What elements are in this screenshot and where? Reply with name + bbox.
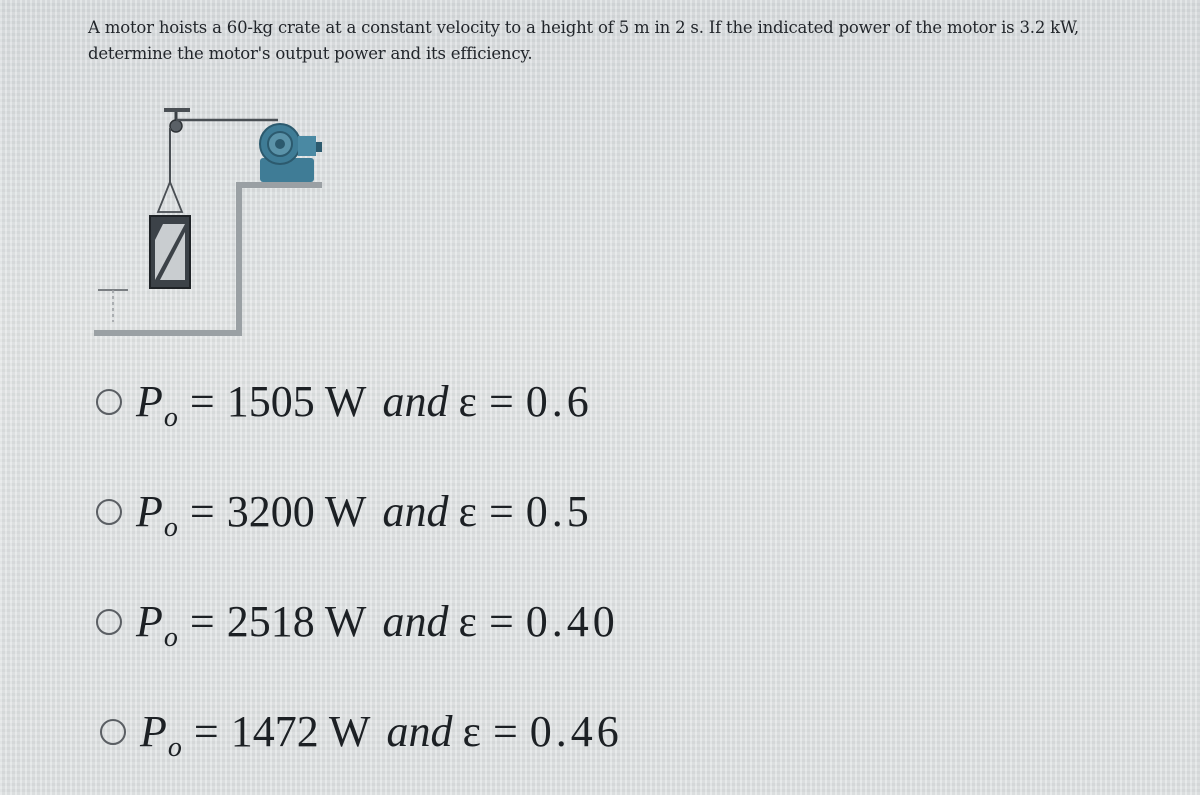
efficiency-value: 0.5 <box>525 487 593 536</box>
question-text: A motor hoists a 60-kg crate at a constant velocity to a height of 5 m in 2 s. If the indicated power of the motor is 3.2 kW, determine the motor's output power and its efficiency. <box>88 18 1079 63</box>
power-symbol: P <box>140 707 167 756</box>
option-1-expression <box>136 377 593 433</box>
power-symbol: P <box>136 597 163 646</box>
sling <box>158 182 182 212</box>
equals-sign: = <box>189 597 215 646</box>
option-2-expression <box>136 487 593 543</box>
efficiency-value: 0.46 <box>529 707 623 756</box>
efficiency-symbol: ε <box>458 597 477 646</box>
option-3[interactable] <box>96 597 619 653</box>
equals-sign: = <box>189 377 215 426</box>
motor-icon <box>260 124 322 182</box>
crate-icon <box>150 216 190 288</box>
equals-sign: = <box>488 377 514 426</box>
equals-sign: = <box>193 707 219 756</box>
power-value: 1505 W <box>226 377 367 426</box>
option-4[interactable] <box>100 707 623 763</box>
power-subscript: o <box>163 512 178 543</box>
radio-circle-icon[interactable] <box>100 719 126 745</box>
radio-circle-icon[interactable] <box>96 609 122 635</box>
option-2[interactable] <box>96 487 593 543</box>
efficiency-symbol: ε <box>458 487 477 536</box>
efficiency-value: 0.6 <box>525 377 593 426</box>
option-4-expression <box>140 707 623 763</box>
and-word: and <box>386 707 453 756</box>
radio-circle-icon[interactable] <box>96 389 122 415</box>
efficiency-value: 0.40 <box>525 597 619 646</box>
equals-sign: = <box>492 707 518 756</box>
power-subscript: o <box>163 402 178 433</box>
and-word: and <box>382 597 449 646</box>
motor-hoist-figure <box>92 100 332 340</box>
radio-circle-icon[interactable] <box>96 499 122 525</box>
equals-sign: = <box>488 597 514 646</box>
power-subscript: o <box>167 732 182 763</box>
ground-marker-icon <box>98 290 128 322</box>
power-symbol: P <box>136 487 163 536</box>
and-word: and <box>382 377 449 426</box>
power-value: 2518 W <box>226 597 367 646</box>
option-3-expression <box>136 597 619 653</box>
and-word: and <box>382 487 449 536</box>
power-value: 3200 W <box>226 487 367 536</box>
equals-sign: = <box>488 487 514 536</box>
platform-structure <box>94 182 322 336</box>
power-symbol: P <box>136 377 163 426</box>
efficiency-symbol: ε <box>458 377 477 426</box>
efficiency-symbol: ε <box>462 707 481 756</box>
equals-sign: = <box>189 487 215 536</box>
option-1[interactable] <box>96 377 593 433</box>
power-subscript: o <box>163 622 178 653</box>
power-value: 1472 W <box>230 707 371 756</box>
